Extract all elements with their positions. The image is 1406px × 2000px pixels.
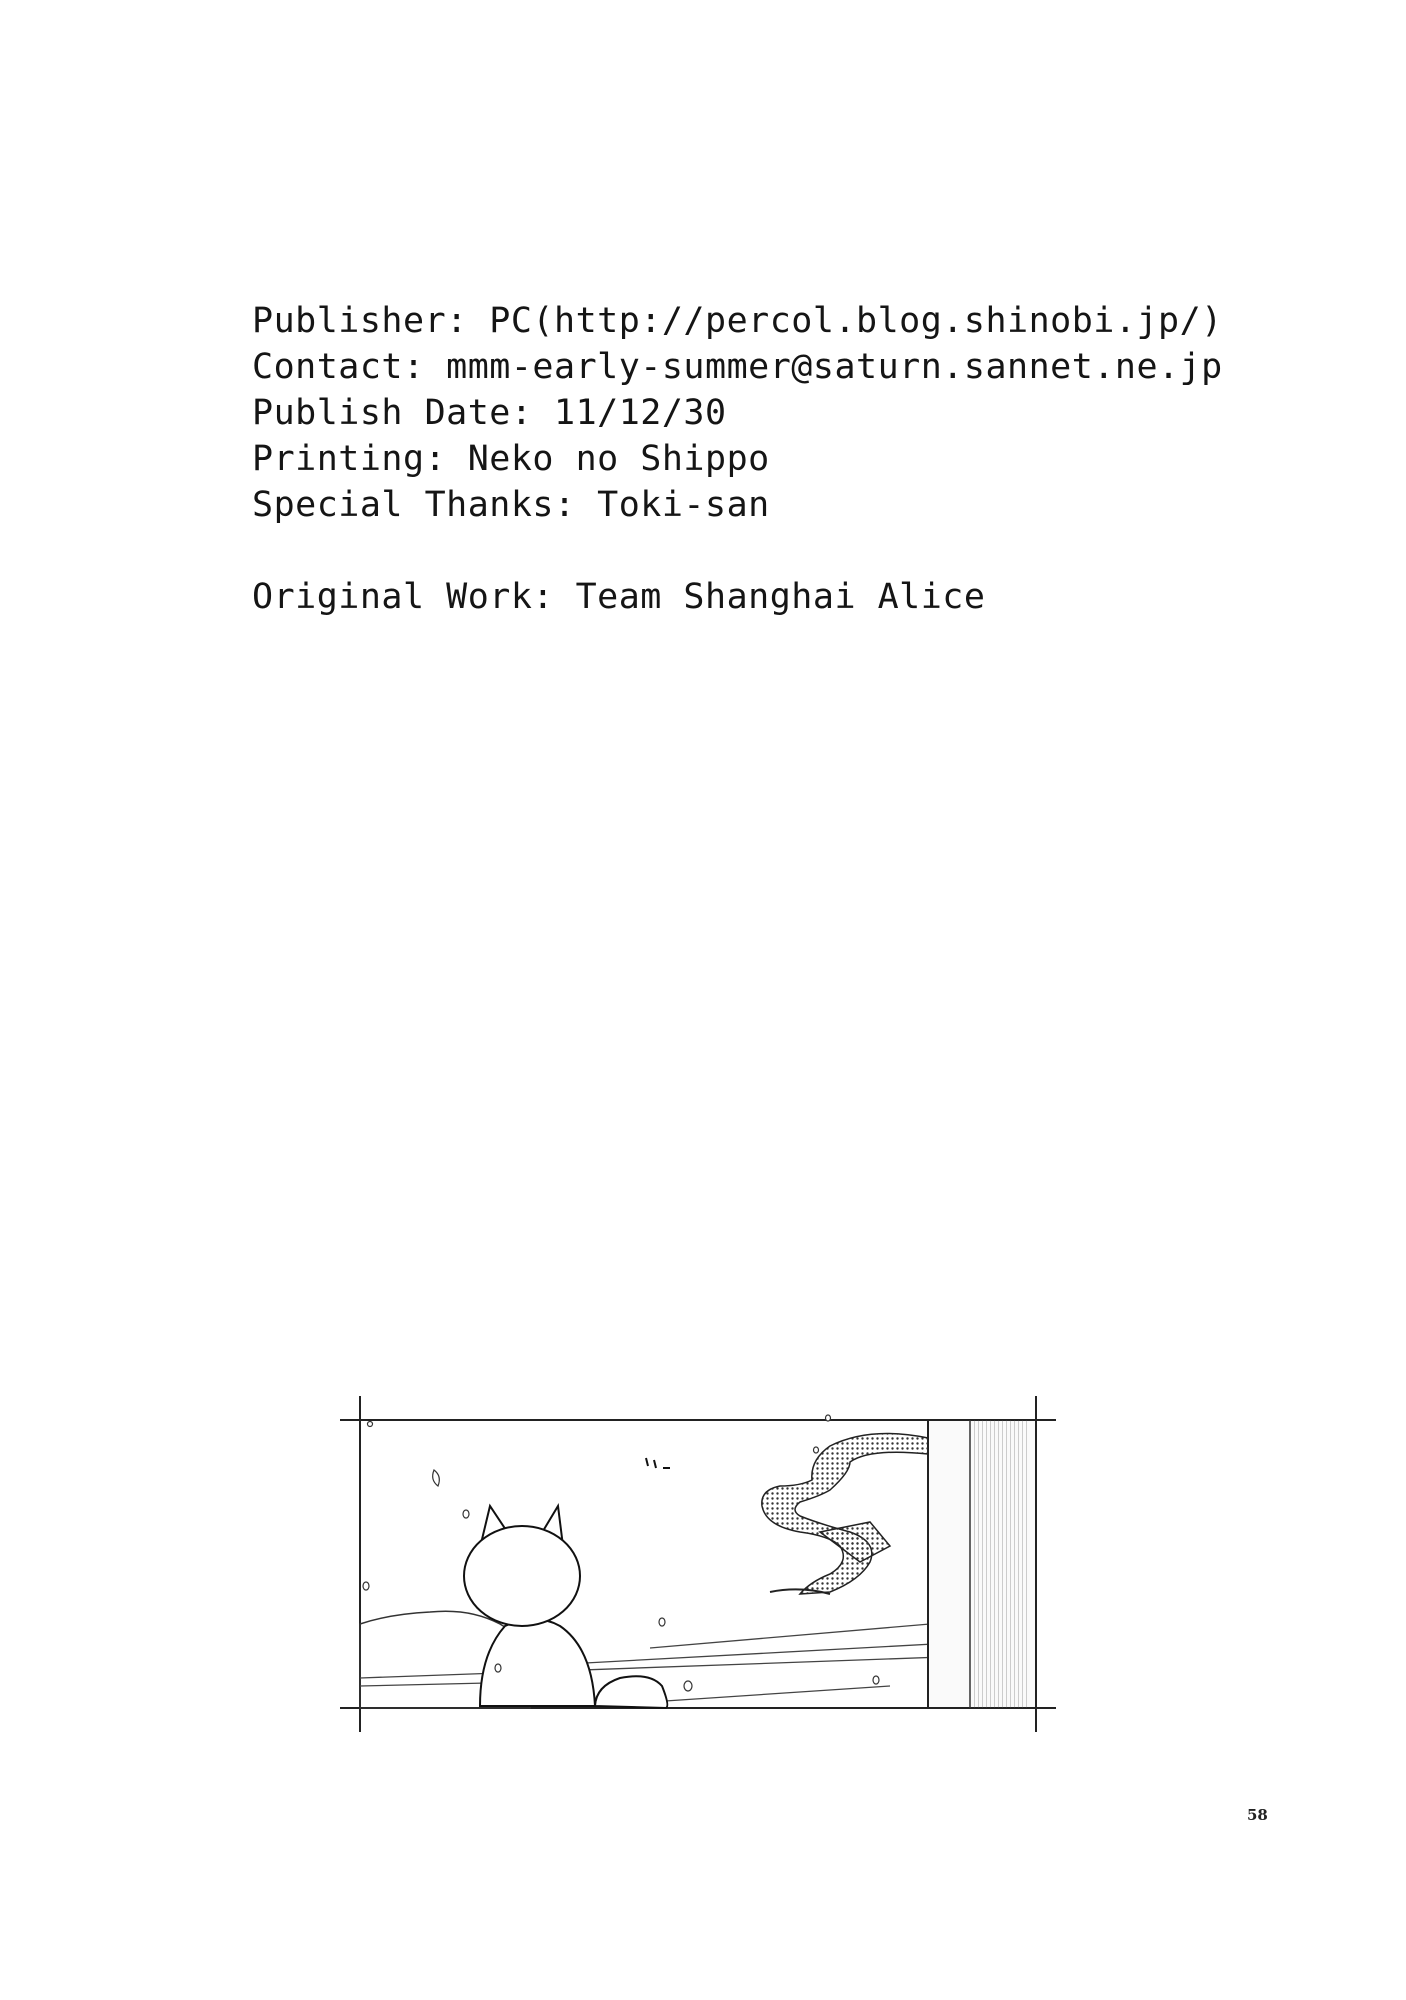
cat-figure — [464, 1506, 667, 1708]
surprise-marks — [646, 1458, 670, 1468]
colophon-credits — [252, 298, 1252, 620]
publisher-line: Publisher: PC(http://percol.blog.shinobi.jp/) — [252, 301, 1223, 341]
ribbon-tail — [762, 1434, 928, 1595]
page-number: 58 — [1247, 1806, 1268, 1824]
publish-date-line: Publish Date: 11/12/30 — [252, 393, 727, 433]
wooden-pillar — [928, 1420, 1036, 1708]
spacer — [252, 528, 1252, 574]
cat-illustration — [330, 1386, 1066, 1732]
original-work-line: Original Work: Team Shanghai Alice — [252, 577, 986, 617]
manga-illustration-panel — [330, 1386, 1066, 1732]
special-thanks-line: Special Thanks: Toki-san — [252, 485, 770, 525]
printing-line: Printing: Neko no Shippo — [252, 439, 770, 479]
contact-line: Contact: mmm-early-summer@saturn.sannet.ne.jp — [252, 347, 1223, 387]
falling-petals — [363, 1415, 879, 1691]
